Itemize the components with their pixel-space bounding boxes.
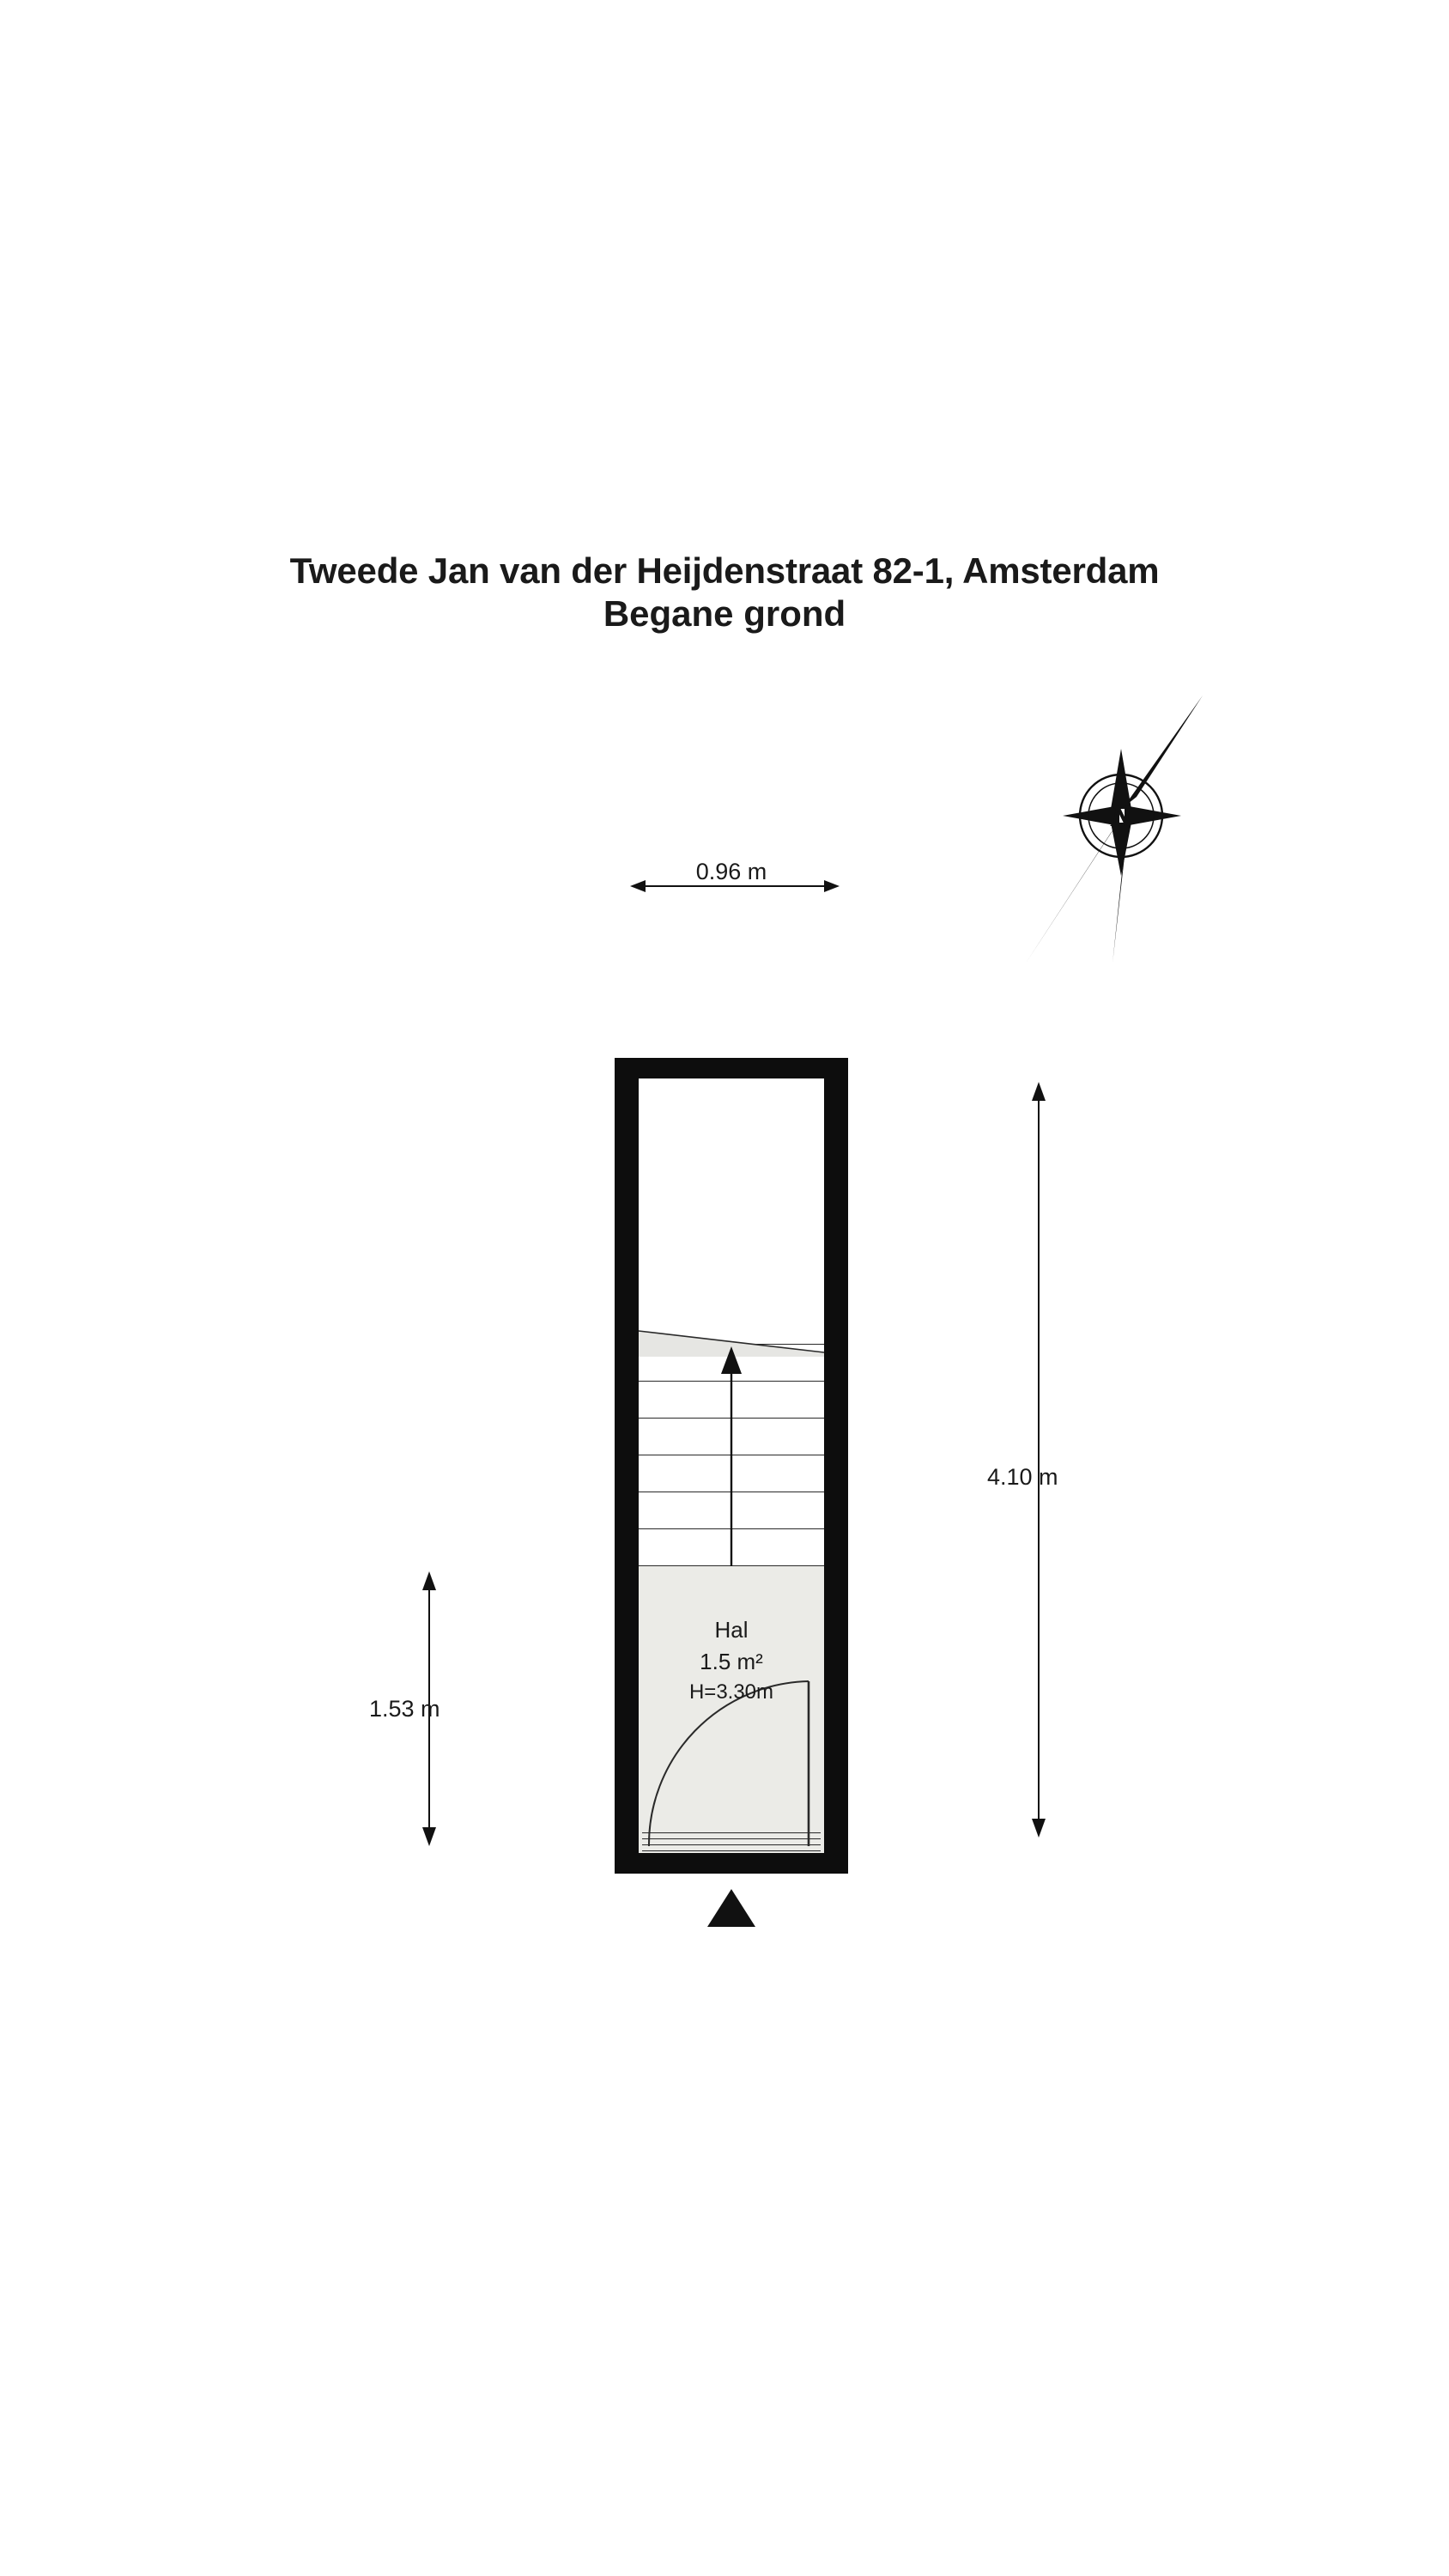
stair-up-arrow-icon xyxy=(639,1340,824,1571)
dimension-label-height-left: 1.53 m xyxy=(369,1696,440,1722)
compass-rose-icon xyxy=(1027,696,1224,979)
title-floor: Begane grond xyxy=(603,592,846,634)
threshold-line xyxy=(642,1850,821,1851)
room-height: H=3.30m xyxy=(688,1680,774,1704)
dimension-label-height-right: 4.10 m xyxy=(987,1464,1058,1490)
dimension-line-height-right xyxy=(1022,1082,1056,1838)
title-address: Tweede Jan van der Heijdenstraat 82-1, Amsterdam xyxy=(289,550,1160,591)
threshold-line xyxy=(642,1838,821,1839)
compass-north-label: N xyxy=(1110,801,1132,833)
dimension-label-width: 0.96 m xyxy=(695,859,767,884)
threshold-line xyxy=(642,1844,821,1845)
entrance-threshold xyxy=(642,1832,821,1853)
room-label-hal xyxy=(639,1614,824,1707)
room-area: 1.5 m² xyxy=(700,1648,763,1674)
entrance-marker-icon xyxy=(707,1889,755,1927)
threshold-line xyxy=(642,1832,821,1833)
room-name: Hal xyxy=(714,1617,749,1643)
